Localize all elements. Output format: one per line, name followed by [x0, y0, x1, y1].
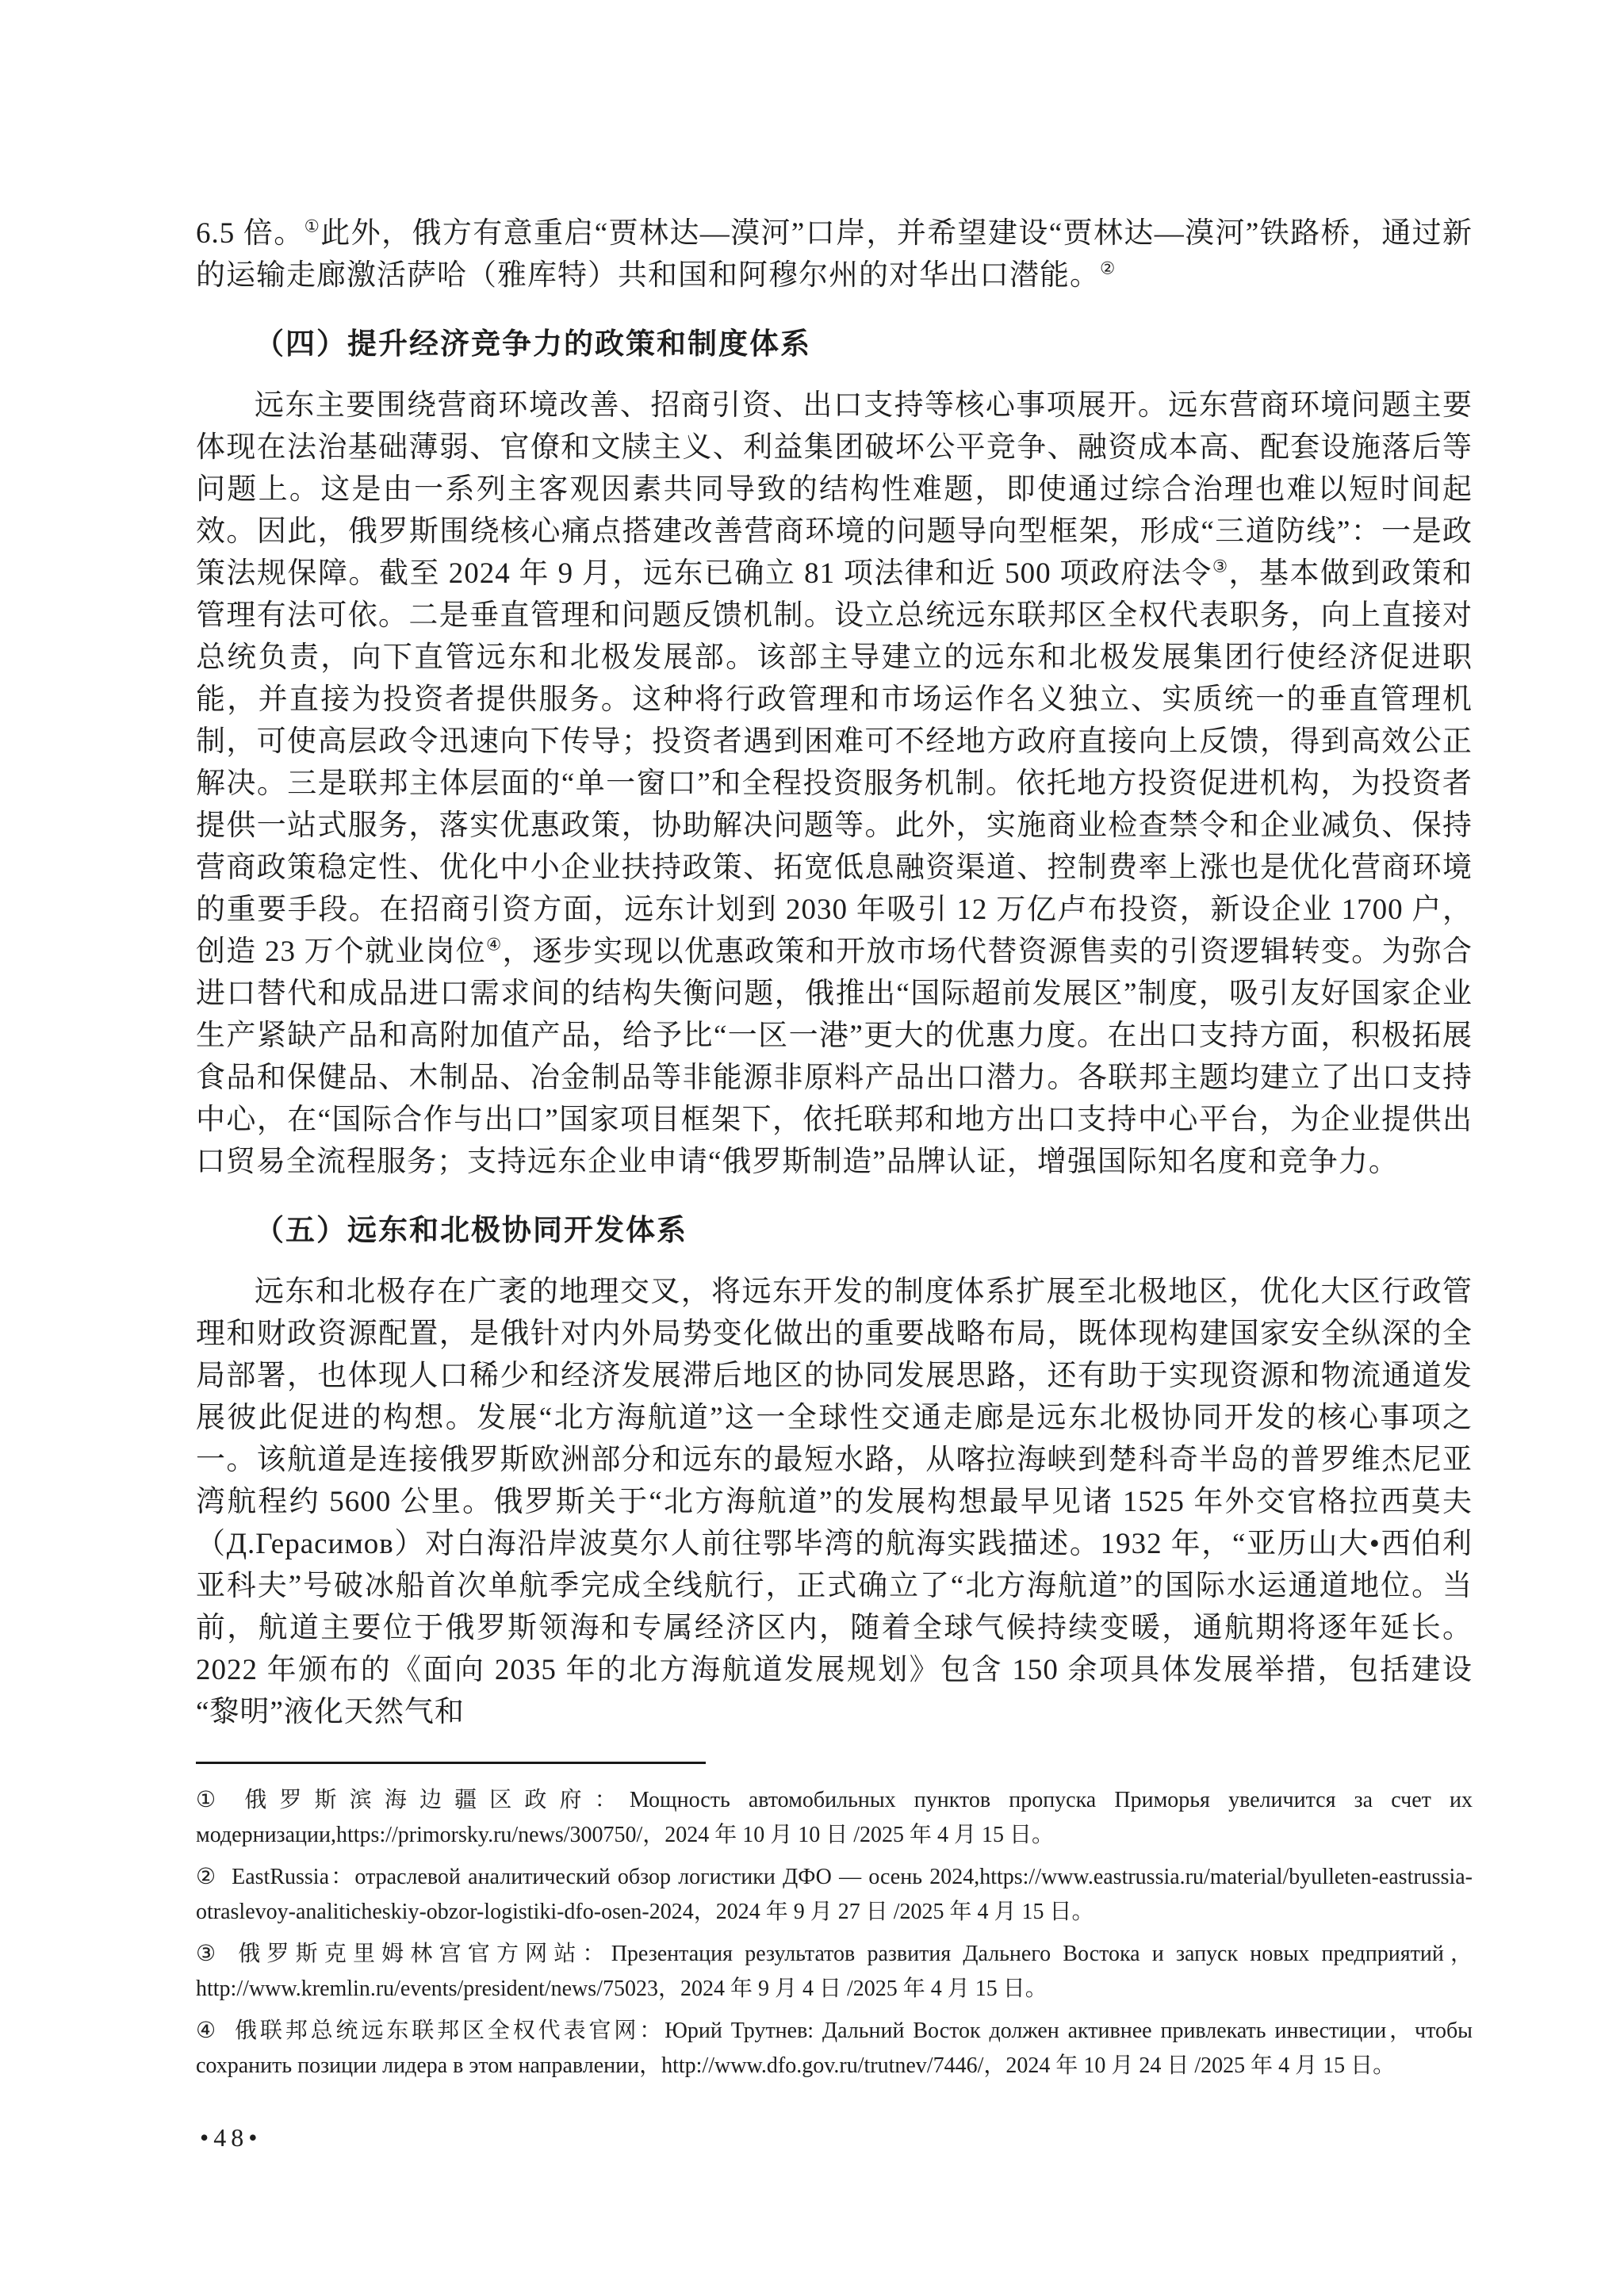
footnote-4: [196, 2014, 1473, 2084]
footnote-2-marker: ②: [196, 1865, 216, 1889]
section-5-paragraph: 远东和北极存在广袤的地理交叉，将远东开发的制度体系扩展至北极地区，优化大区行政管理和财政资源配置，是俄针对内外局势变化做出的重要战略布局，既体现构建国家安全纵深的全局部署，也体现人口稀少和经济发展滞后地区的协同发展思路，还有助于实现资源和物流通道发展彼此促进的构想。发展“北方海航道”这一全球性交通走廊是远东北极协同开发的核心事项之一。该航道是连接俄罗斯欧洲部分和远东的最短水路，从喀拉海峡到楚科奇半岛的普罗维杰尼亚湾航程约 5600 公里。俄罗斯关于“北方海航道”的发展构想最早见诸 1525 年外交官格拉西莫夫（Д.Герасимов）对白海沿岸波莫尔人前往鄂毕湾的航海实践描述。1932 年，“亚历山大•西伯利亚科夫”号破冰船首次单航季完成全线航行，正式确立了“北方海航道”的国际水运通道地位。当前，航道主要位于俄罗斯领海和专属经济区内，随着全球气候持续变暖，通航期将逐年延长。2022 年颁布的《面向 2035 年的北方海航道发展规划》包含 150 余项具体发展举措，包括建设“黎明”液化天然气和: [196, 1276, 1473, 1728]
section-heading-4: （四）提升经济竞争力的政策和制度体系: [255, 328, 811, 361]
footnote-1: [196, 1783, 1473, 1853]
footnotes-area: [196, 1762, 1473, 2091]
section-4-paragraph: 远东主要围绕营商环境改善、招商引资、出口支持等核心事项展开。远东营商环境问题主要体现在法治基础薄弱、官僚和文牍主义、利益集团破坏公平竞争、融资成本高、配套设施落后等问题上。这是由一系列主客观因素共同导致的结构性难题，即使通过综合治理也难以短时间起效。因此，俄罗斯围绕核心痛点搭建改善营商环境的问题导向型框架，形成“三道防线”：一是政策法规保障。截至 2024 年 9 月，远东已确立 81 项法律和近 500 项政府法令③，基本做到政策和管理有法可依。二是垂直管理和问题反馈机制。设立总统远东联邦区全权代表职务，向上直接对总统负责，向下直管远东和北极发展部。该部主导建立的远东和北极发展集团行使经济促进职能，并直接为投资者提供服务。这种将行政管理和市场运作名义独立、实质统一的垂直管理机制，可使高层政令迅速向下传导；投资者遇到困难可不经地方政府直接向上反馈，得到高效公正解决。三是联邦主体层面的“单一窗口”和全程投资服务机制。依托地方投资促进机构，为投资者提供一站式服务，落实优惠政策，协助解决问题等。此外，实施商业检查禁令和企业减负、保持营商政策稳定性、优化中小企业扶持政策、拓宽低息融资渠道、控制费率上涨也是优化营商环境的重要手段。在招商引资方面，远东计划到 2030 年吸引 12 万亿卢布投资，新设企业 1700 户，创造 23 万个就业岗位④，逐步实现以优惠政策和开放市场代替资源售卖的引资逻辑转变。为弥合进口替代和成品进口需求间的结构失衡问题，俄推出“国际超前发展区”制度，吸引友好国家企业生产紧缺产品和高附加值产品，给予比“一区一港”更大的优惠力度。在出口支持方面，积极拓展食品和保健品、木制品、冶金制品等非能源非原料产品出口潜力。各联邦主题均建立了出口支持中心，在“国际合作与出口”国家项目框架下，依托联邦和地方出口支持中心平台，为企业提供出口贸易全流程服务；支持远东企业申请“俄罗斯制造”品牌认证，增强国际知名度和竞争力。: [196, 389, 1473, 1178]
footnote-4-marker: ④: [196, 2019, 216, 2043]
footnote-3: [196, 1937, 1473, 2007]
page-body: [196, 212, 1473, 1733]
footnote-separator: [196, 1762, 706, 1764]
page-number: •48•: [200, 2123, 262, 2152]
footnote-2-text: EastRussia：отраслевой аналитический обзор логистики ДФО — осень 2024,https://www.eastrussia.ru/material/byulleten-eastrussia-otraslevoy-analiticheskiy-obzor-logistiki-dfo-osen-2024，2024 年 9 月 27 日 /2025 年 4 月 15 日。: [196, 1865, 1473, 1924]
footnote-3-marker: ③: [196, 1942, 216, 1966]
section-heading-5: （五）远东和北极协同开发体系: [255, 1215, 688, 1247]
footnote-1-text: 俄罗斯滨海边疆区政府：Мощность автомобильных пунктов пропуска Приморья увеличится за счет их модернизации,https://primorsky.ru/news/300750/，2024 年 10 月 10 日 /2025 年 4 月 15 日。: [196, 1788, 1473, 1847]
paragraph-continuation: 6.5 倍。①此外，俄方有意重启“贾林达—漠河”口岸，并希望建设“贾林达—漠河”铁路桥，通过新的运输走廊激活萨哈（雅库特）共和国和阿穆尔州的对华出口潜能。②: [196, 216, 1473, 292]
footnote-3-text: 俄罗斯克里姆林宫官方网站：Презентация результатов развития Дальнего Востока и запуск новых предприятий，http://www.kremlin.ru/events/president/news/75023，2024 年 9 月 4 日 /2025 年 4 月 15 日。: [196, 1942, 1473, 2001]
footnote-2: [196, 1860, 1473, 1930]
footnote-1-marker: ①: [196, 1788, 216, 1812]
footnote-4-text: 俄联邦总统远东联邦区全权代表官网：Юрий Трутнев: Дальний Восток должен активнее привлекать инвестиции，чтобы сохранить позиции лидера в этом направлении，http://www.dfo.gov.ru/trutnev/7446/，2024 年 10 月 24 日 /2025 年 4 月 15 日。: [196, 2019, 1473, 2078]
